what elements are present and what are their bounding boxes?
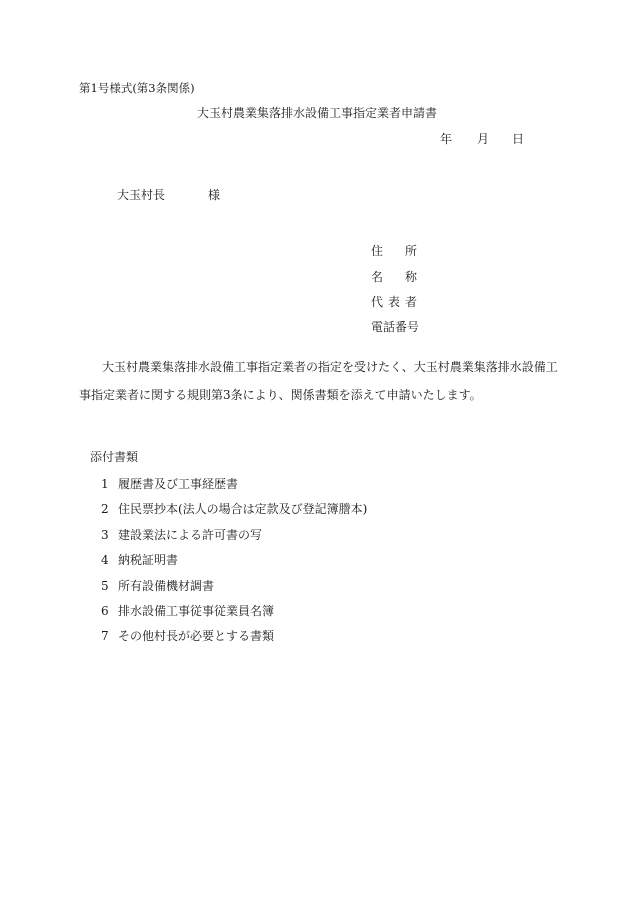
attachment-item — [101, 478, 238, 490]
body-text-line-2: 事指定業者に関する規則第3条により、関係書類を添えて申請いたします。 — [79, 388, 482, 402]
label-char: 代 — [371, 295, 384, 309]
label-char: 表 — [387, 295, 400, 309]
addressee-honorific: 様 — [208, 188, 221, 202]
form-number: 第1号様式(第3条関係) — [79, 81, 195, 95]
attachment-number: 1 — [101, 477, 109, 491]
label-char: 名 — [371, 270, 384, 284]
applicant-name-label — [371, 271, 417, 283]
attachment-item — [101, 554, 178, 566]
label-char: 称 — [404, 270, 417, 284]
label-char: 住 — [371, 244, 384, 258]
attachment-number: 5 — [101, 579, 109, 593]
label-char: 電話番号 — [371, 320, 420, 334]
attachment-number: 3 — [101, 528, 109, 542]
attachment-text: 所有設備機材調書 — [118, 579, 215, 593]
attachment-text: 納税証明書 — [118, 553, 179, 567]
applicant-address-label — [371, 245, 417, 257]
attachment-number: 2 — [101, 502, 109, 516]
attachment-item — [101, 503, 367, 515]
attachment-text: 住民票抄本(法人の場合は定款及び登記簿謄本) — [118, 502, 368, 516]
applicant-representative-label — [371, 296, 417, 308]
date-day-label: 日 — [512, 132, 525, 146]
attachment-number: 7 — [101, 629, 109, 643]
attachment-text: 履歴書及び工事経歴書 — [118, 477, 239, 491]
attachment-item — [101, 529, 262, 541]
attachment-number: 6 — [101, 604, 109, 618]
attachment-text: 排水設備工事従事従業員名簿 — [118, 604, 275, 618]
attachment-text: その他村長が必要とする書類 — [118, 629, 275, 643]
attachments-heading: 添付書類 — [90, 450, 139, 464]
attachment-item — [101, 605, 274, 617]
attachment-number: 4 — [101, 553, 109, 567]
attachment-item — [101, 630, 274, 642]
addressee-name: 大玉村長 — [117, 188, 166, 202]
date-month-label: 月 — [477, 132, 490, 146]
attachment-text: 建設業法による許可書の写 — [118, 528, 263, 542]
date-year-label: 年 — [440, 132, 453, 146]
applicant-phone-label — [371, 320, 420, 334]
document-title: 大玉村農業集落排水設備工事指定業者申請書 — [197, 106, 438, 120]
body-text-line-1: 大玉村農業集落排水設備工事指定業者の指定を受けたく、大玉村農業集落排水設備工 — [102, 360, 558, 374]
label-char: 所 — [404, 244, 417, 258]
label-char: 者 — [404, 295, 417, 309]
attachment-item — [101, 580, 214, 592]
